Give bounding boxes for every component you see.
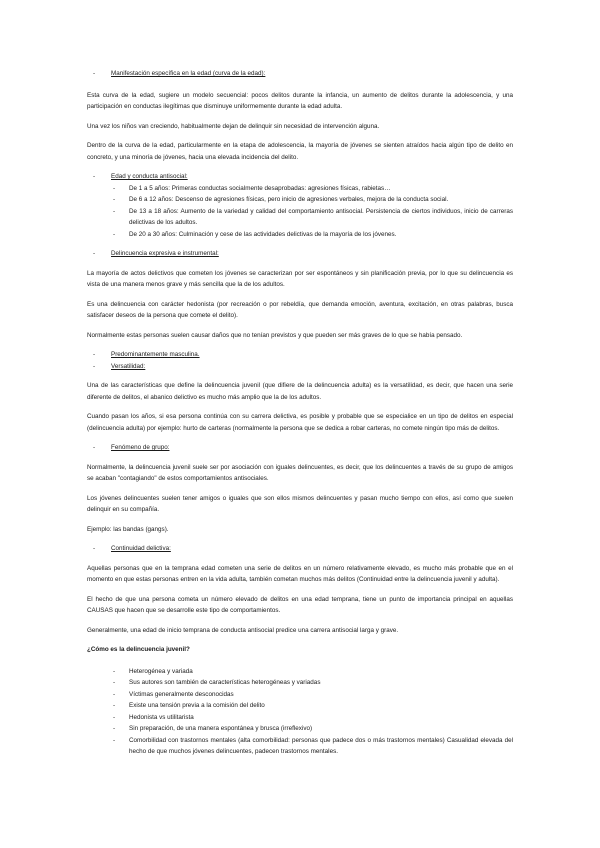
characteristics-list [87, 666, 513, 758]
paragraph: Aquellas personas que en la temprana edad cometen una serie de delitos en un número relativamente elevado, es mucho más probable que en el momento en que estas personas entren en la vida adulta, también cometan muchos más delitos (Continuidad entre la delincuencia juvenil y adulta). [87, 564, 513, 583]
paragraph: El hecho de que una persona cometa un número elevado de delitos en una edad temprana, tiene un punto de importancia principal en aquellas CAUSAS que hacen que se desarrolle este tipo de comportamientos. [87, 595, 513, 614]
list-item: - Existe una tensión previa a la comisión del delito [113, 702, 265, 709]
heading-text: Predominantemente masculina. [111, 351, 200, 358]
list-item: - De 20 a 30 años: Culminación y cese de las actividades delictivas de la mayoría de los jóvenes. [113, 230, 397, 238]
list-item: - Hedonista vs utilitarista [113, 713, 194, 721]
list-item: - De 6 a 12 años: Descenso de agresiones físicas, pero inicio de agresiones verbales, mejora de la conducta social. [113, 196, 449, 203]
paragraph: Los jóvenes delincuentes suelen tener amigos o iguales que son ellos mismos delincuentes y pasan mucho tiempo con ellos, así como que suelen delinquir en su compañía. [87, 494, 513, 513]
list-item: - Sus autores son también de características heterogéneas y variadas [113, 679, 321, 686]
document-body [87, 68, 513, 766]
section-heading-versatilidad: - Versatilidad: [87, 361, 513, 373]
paragraph: Normalmente, la delincuencia juvenil suele ser por asociación con iguales delincuentes, es decir, que los delincuentes a través de su grupo de amigos se acaban "contagiando" de estos comportamientos antisociales. [87, 463, 513, 482]
age-stage-list [87, 183, 513, 241]
list-item: - De 1 a 5 años: Primeras conductas socialmente desaprobadas: agresiones físicas, rabietas… [113, 184, 391, 192]
section-heading-manifestacion: - Manifestación específica en la edad (curva de la edad): [87, 68, 513, 80]
paragraph: La mayoría de actos delictivos que cometen los jóvenes se caracterizan por ser espontáneos y sin planificación previa, por lo que su delincuencia es vista de una manera menos grave y más sencilla que la de los adultos. [87, 269, 513, 288]
section-heading-edad: - Edad y conducta antisocial: [87, 171, 513, 183]
heading-text: Versatilidad: [111, 362, 146, 370]
paragraph: Normalmente estas personas suelen causar daños que no tenían previstos y que pueden ser más graves de lo que se había pensado. [87, 331, 463, 339]
list-item: - Heterogénea y variada [113, 667, 193, 675]
section-heading-expresiva: - Delincuencia expresiva e instrumental: [87, 248, 513, 260]
heading-text: Continuidad delictiva: [111, 545, 171, 552]
list-item: - De 13 a 18 años: Aumento de la variedad y calidad del comportamiento antisocial. Persistencia de ciertos individuos, inicio de carreras delictivas de los adultos. [113, 207, 513, 226]
section-heading-masculino: - Predominantemente masculina. [87, 349, 513, 361]
paragraph: Generalmente, una edad de inicio temprana de conducta antisocial predice una carrera antisocial larga y grave. [87, 626, 399, 634]
paragraph: Cuando pasan los años, si esa persona continúa con su carrera delictiva, es posible y probable que se especialice en un tipo de delitos en especial (delincuencia adulta) por ejemplo: hurto de carteras (normalmente la persona que se dedica a robar carteras, no comete ningún tipo más de delitos. [87, 413, 513, 432]
paragraph: Dentro de la curva de la edad, particularmente en la etapa de adolescencia, la mayoría de jóvenes se sienten atraídos hacia algún tipo de delito en concreto, y una minoría de jóvenes, hacia una elevada incidencia del delito. [87, 142, 513, 161]
heading-text: Edad y conducta antisocial: [111, 173, 188, 180]
paragraph: Una de las características que define la delincuencia juvenil (que difiere de la delincuencia adulta) es la versatilidad, es decir, que hacen una serie diferente de delitos, el abanico delictivo es mucho más amplio que la de los adultos. [87, 382, 513, 401]
paragraph: Esta curva de la edad, sugiere un modelo secuencial: pocos delitos durante la infancia, un aumento de delitos durante la adolescencia, y una participación en conductas ilegítimas que disminuye uniformemente durante la edad adulta. [87, 91, 513, 110]
section-heading-continuidad: - Continuidad delictiva: [87, 543, 513, 555]
heading-text: Delincuencia expresiva e instrumental: [111, 250, 219, 257]
heading-text: Manifestación específica en la edad (curva de la edad): [111, 70, 266, 77]
section-heading-como: ¿Cómo es la delincuencia juvenil? [87, 646, 190, 653]
paragraph: Una vez los niños van creciendo, habitualmente dejan de delinquir sin necesidad de intervención alguna. [87, 122, 380, 130]
paragraph: Ejemplo: las bandas (gangs). [87, 525, 169, 533]
paragraph: Es una delincuencia con carácter hedonista (por recreación o por rebeldía, que demanda emoción, aventura, excitación, en otras palabras, busca satisfacer deseos de la persona que comete el delito). [87, 300, 513, 319]
list-item: - Comorbilidad con trastornos mentales (alta comorbilidad: personas que padece dos o más trastornos mentales) Casualidad elevada del hecho de que muchos jóvenes delincuentes, padecen trastornos mentales. [113, 736, 513, 755]
section-heading-grupo: - Fenómeno de grupo: [87, 442, 513, 454]
heading-text: Fenómeno de grupo: [111, 444, 170, 451]
list-item: - Víctimas generalmente desconocidas [113, 690, 234, 698]
list-item: - Sin preparación, de una manera espontánea y brusca (irreflexivo) [113, 725, 313, 732]
